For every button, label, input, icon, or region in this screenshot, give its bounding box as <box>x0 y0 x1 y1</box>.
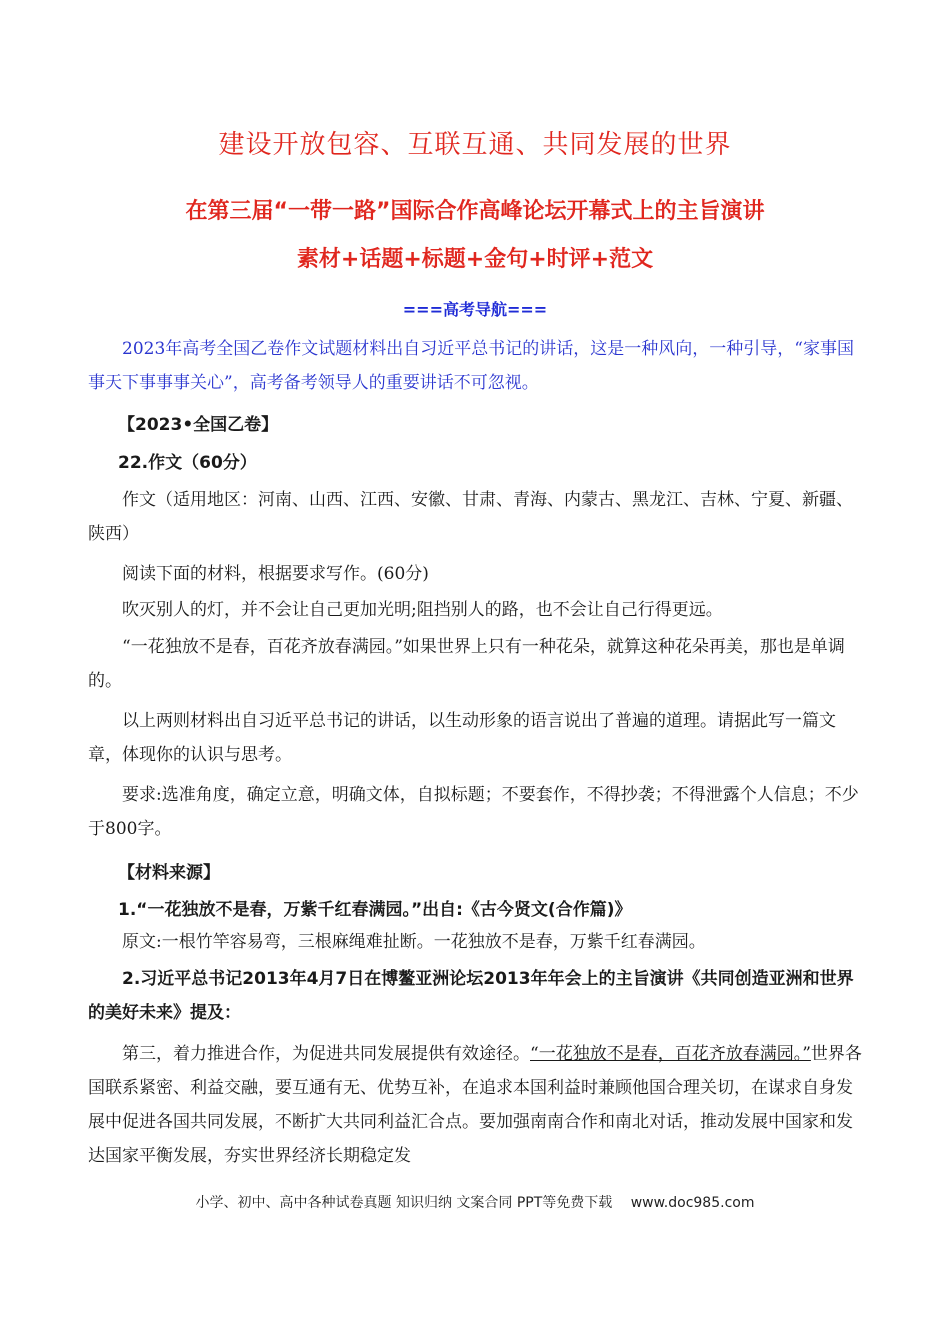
exam-instruction: 阅读下面的材料，根据要求写作。(60分) <box>122 564 429 584</box>
document-title: 建设开放包容、互联互通、共同发展的世界 <box>218 130 732 160</box>
source-label: 【材料来源】 <box>118 863 220 883</box>
exam-regions: 作文（适用地区：河南、山西、江西、安徽、甘肃、青海、内蒙古、黑龙江、吉林、宁夏、新疆、陕西） <box>88 490 853 544</box>
source-item-1-text: 原文:一根竹竿容易弯，三根麻绳难扯断。一花独放不是春，万紫千红春满园。 <box>122 932 706 952</box>
exam-requirements: 要求:选准角度，确定立意，明确文体，自拟标题；不要套作，不得抄袭；不得泄露个人信息；不少于800字。 <box>88 785 859 839</box>
source-item-2-title: 2.习近平总书记2013年4月7日在博鳌亚洲论坛2013年年会上的主旨演讲《共同创造亚洲和世界的美好未来》提及： <box>88 969 854 1023</box>
intro-paragraph: 2023年高考全国乙卷作文试题材料出自习近平总书记的讲话，这是一种风向，一种引导，“家事国事天下事事事关心”，高考备考领导人的重要讲话不可忽视。 <box>88 339 854 393</box>
source-item-2-text <box>88 1037 863 1173</box>
exam-question: 22.作文（60分） <box>118 453 257 473</box>
exam-material-2: “一花独放不是春，百花齐放春满园。”如果世界上只有一种花朵，就算这种花朵再美，那也是单调的。 <box>88 637 845 691</box>
document-subtitle: 在第三届“一带一路”国际合作高峰论坛开幕式上的主旨演讲 <box>185 199 765 224</box>
source-item-1-title: 1.“一花独放不是春，万紫千红春满园。”出自:《古今贤文(合作篇)》 <box>118 900 632 920</box>
exam-label: 【2023•全国乙卷】 <box>118 415 279 435</box>
source-item-2-lead: 第三，着力推进合作，为促进共同发展提供有效途径。 <box>122 1044 530 1064</box>
source-item-2-rest: 世界各国联系紧密、利益交融，要互通有无、优势互补，在追求本国利益时兼顾他国合理关切，在谋求自身发展中促进各国共同发展，不断扩大共同利益汇合点。要加强南南合作和南北对话，推动发展中国家和发达国家平衡发展，夯实世界经济长期稳定发 <box>88 1044 862 1166</box>
exam-prompt: 以上两则材料出自习近平总书记的讲话，以生动形象的语言说出了普遍的道理。请据此写一篇文章，体现你的认识与思考。 <box>88 711 836 765</box>
page-footer: 小学、初中、高中各种试卷真题 知识归纳 文案合同 PPT等免费下载 www.doc985.com <box>195 1195 755 1211</box>
exam-material-1: 吹灭别人的灯，并不会让自己更加光明;阻挡别人的路，也不会让自己行得更远。 <box>122 600 723 620</box>
source-item-2-quote: “一花独放不是春，百花齐放春满园。” <box>530 1044 811 1064</box>
section-nav-heading: ===高考导航=== <box>402 300 548 319</box>
document-tags: 素材+话题+标题+金句+时评+范文 <box>296 247 654 272</box>
